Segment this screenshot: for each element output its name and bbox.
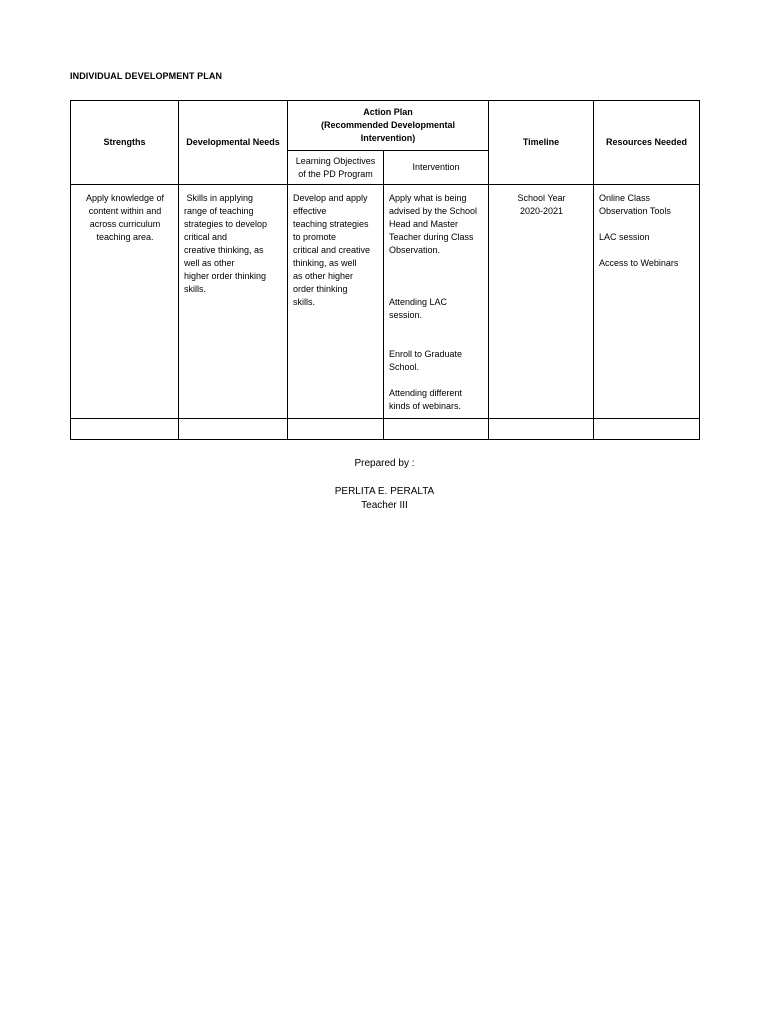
text-line: Apply knowledge of bbox=[85, 193, 165, 203]
text-line: teaching area. bbox=[96, 232, 154, 242]
text-line: creative thinking, as bbox=[184, 245, 264, 255]
text-line: thinking, as well bbox=[293, 258, 357, 268]
text-line: 2020-2021 bbox=[519, 206, 564, 216]
text-line: range of teaching bbox=[184, 206, 254, 216]
cell-intervention bbox=[384, 185, 489, 419]
empty-cell bbox=[489, 419, 594, 440]
text-line: as other higher bbox=[293, 271, 354, 281]
preparer-name: PERLITA E. PERALTA bbox=[334, 486, 435, 497]
text-line: order thinking bbox=[293, 284, 348, 294]
text-line: Access to Webinars bbox=[599, 258, 679, 268]
preparer-position: Teacher III bbox=[361, 500, 408, 511]
table-row bbox=[71, 185, 700, 419]
text-line: Develop and apply bbox=[293, 193, 368, 203]
empty-cell bbox=[594, 419, 700, 440]
empty-cell bbox=[71, 419, 179, 440]
text-line: strategies to develop bbox=[184, 219, 268, 229]
empty-cell bbox=[179, 419, 288, 440]
header-intervention: Intervention bbox=[384, 151, 489, 185]
text-line: well as other bbox=[184, 258, 235, 268]
header-timeline: Timeline bbox=[489, 101, 594, 185]
text-line: Apply what is being bbox=[389, 193, 467, 203]
text-line: Head and Master bbox=[389, 219, 459, 229]
text-line: kinds of webinars. bbox=[389, 401, 462, 411]
cell-developmental-needs bbox=[179, 185, 288, 419]
text-line: School Year bbox=[517, 193, 566, 203]
text-line: to promote bbox=[293, 232, 337, 242]
header-learning-objectives-line: Learning Objectives bbox=[295, 155, 376, 166]
header-row bbox=[71, 101, 700, 151]
document-title: INDIVIDUAL DEVELOPMENT PLAN bbox=[70, 71, 223, 81]
header-action-plan bbox=[288, 101, 489, 151]
cell-resources-needed bbox=[594, 185, 700, 419]
text-line: session. bbox=[389, 310, 423, 320]
empty-cell bbox=[384, 419, 489, 440]
header-resources-needed: Resources Needed bbox=[594, 101, 700, 185]
text-line: Enroll to Graduate bbox=[389, 349, 463, 359]
header-action-plan-line: (Recommended Developmental bbox=[320, 120, 456, 130]
cell-strengths bbox=[71, 185, 179, 419]
text-line: skills. bbox=[184, 284, 206, 294]
text-line: School. bbox=[389, 362, 420, 372]
prepared-by-label: Prepared by : bbox=[354, 458, 415, 469]
text-line: Teacher during Class bbox=[389, 232, 474, 242]
text-line: critical and creative bbox=[293, 245, 371, 255]
text-line: LAC session bbox=[599, 232, 650, 242]
header-learning-objectives-line: of the PD Program bbox=[298, 168, 373, 179]
text-line: Attending different bbox=[389, 388, 462, 398]
header-action-plan-line: Intervention) bbox=[360, 133, 416, 143]
development-plan-table bbox=[70, 100, 700, 440]
header-developmental-needs: Developmental Needs bbox=[179, 101, 288, 185]
header-strengths: Strengths bbox=[71, 101, 179, 185]
text-line: Observation. bbox=[389, 245, 441, 255]
text-line: higher order thinking bbox=[184, 271, 267, 281]
text-line: effective bbox=[293, 206, 327, 216]
header-action-plan-line: Action Plan bbox=[363, 107, 413, 117]
text-line: Attending LAC bbox=[389, 297, 448, 307]
text-line: content within and bbox=[88, 206, 162, 216]
text-line: Observation Tools bbox=[599, 206, 671, 216]
text-line: teaching strategies bbox=[293, 219, 369, 229]
text-line: Online Class bbox=[599, 193, 651, 203]
empty-cell bbox=[288, 419, 384, 440]
header-learning-objectives bbox=[288, 151, 384, 185]
text-line: across curriculum bbox=[89, 219, 161, 229]
text-line: skills. bbox=[293, 297, 315, 307]
cell-learning-objectives bbox=[288, 185, 384, 419]
text-line: critical and bbox=[184, 232, 228, 242]
empty-table-row bbox=[71, 419, 700, 440]
cell-timeline bbox=[489, 185, 594, 419]
text-line: Skills in applying bbox=[184, 193, 254, 203]
text-line: advised by the School bbox=[389, 206, 478, 216]
